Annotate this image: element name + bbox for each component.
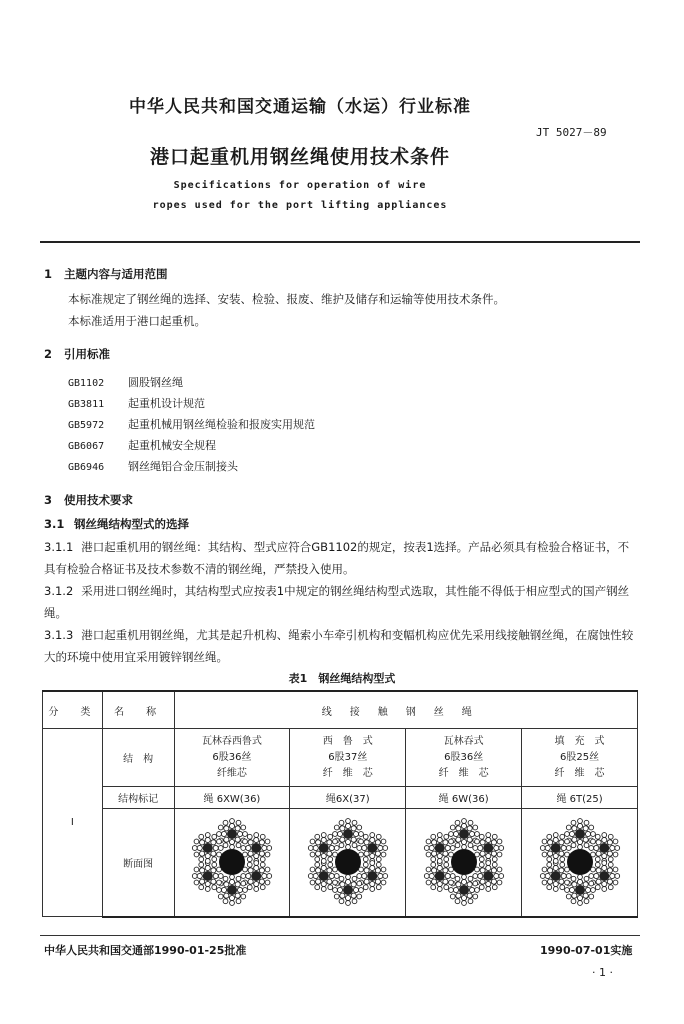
page-number: · 1 · <box>592 966 613 979</box>
clause-number: 3.1.1 <box>44 540 74 554</box>
fibre-core <box>219 849 245 875</box>
type-name: 填 充 式 <box>554 735 605 747</box>
clause-text: 采用进口钢丝绳时，其结构型式应按表1中规定的钢丝绳结构型式选取，其性能不得低于相应型式的国产钢丝绳。 <box>44 584 630 620</box>
strand <box>588 833 619 864</box>
strand <box>588 861 619 892</box>
issuing-organization: 中华人民共和国交通运输（水运）行业标准 <box>129 97 471 117</box>
section-cell <box>174 809 290 917</box>
strand <box>473 833 504 864</box>
section-title: 引用标准 <box>64 347 110 361</box>
reference-title: 起重机设计规范 <box>128 397 205 410</box>
structure-cell <box>290 729 406 787</box>
reference-code: GB3811 <box>68 399 105 410</box>
standard-code: JT 5027－89 <box>536 126 607 139</box>
strand <box>540 833 571 864</box>
reference-item <box>68 458 238 474</box>
effective-date: 1990-07-01实施 <box>540 944 633 957</box>
fibre-core <box>451 849 477 875</box>
type-core: 纤 维 芯 <box>438 767 489 779</box>
header-divider <box>40 241 640 243</box>
type-name: 瓦林吞西鲁式 <box>201 735 262 747</box>
reference-item <box>68 395 205 411</box>
rope-cross-section-icon <box>300 814 396 910</box>
table-row-section <box>43 809 638 917</box>
reference-code: GB5972 <box>68 420 105 431</box>
strand <box>241 861 272 892</box>
strand <box>564 819 595 850</box>
section-1-paragraph-1: 本标准规定了钢丝绳的选择、安装、检验、报废、维护及储存和运输等使用技术条件。 <box>68 292 505 306</box>
table-row-marking <box>43 787 638 809</box>
section-number: 3 <box>44 493 53 507</box>
strand <box>332 819 363 850</box>
type-strands: 6股36丝 <box>444 751 484 763</box>
subsection-3-1-heading <box>44 516 189 532</box>
strand <box>332 875 363 906</box>
row-label-section: 断面图 <box>102 809 174 917</box>
rope-structure-table <box>42 690 638 918</box>
section-3-heading <box>44 492 133 508</box>
strand <box>308 861 339 892</box>
table-row-structure <box>43 729 638 787</box>
approval-line: 中华人民共和国交通部1990-01-25批准 <box>44 944 247 957</box>
rope-cross-section-icon <box>532 814 628 910</box>
reference-item <box>68 437 216 453</box>
type-core: 纤 维 芯 <box>554 767 605 779</box>
marking-cell: 绳 6T(25) <box>522 787 638 809</box>
type-name: 西 鲁 式 <box>322 735 373 747</box>
table-header-row <box>43 691 638 729</box>
reference-title: 起重机械用钢丝绳检验和报废实用规范 <box>128 418 315 431</box>
type-strands: 6股37丝 <box>328 751 368 763</box>
row-label-structure: 结 构 <box>102 729 174 787</box>
clause-text: 港口起重机用的钢丝绳：其结构、型式应符合GB1102的规定，按表1选择。产品必须具有检验合格证书，不具有检验合格证书及技术参数不清的钢丝绳，严禁投入使用。 <box>44 540 630 576</box>
section-title: 主题内容与适用范围 <box>64 267 168 281</box>
subsection-number: 3.1 <box>44 517 65 531</box>
strand <box>540 861 571 892</box>
strand <box>424 861 455 892</box>
strand <box>357 833 388 864</box>
marking-cell: 绳 6W(36) <box>406 787 522 809</box>
marking-cell: 绳6X(37) <box>290 787 406 809</box>
strand <box>564 875 595 906</box>
subsection-title: 钢丝绳结构型式的选择 <box>74 517 189 531</box>
reference-item <box>68 416 315 432</box>
header-line-contact-group: 线接触钢丝绳 <box>174 691 637 729</box>
section-cell <box>406 809 522 917</box>
fibre-core <box>335 849 361 875</box>
strand <box>192 833 223 864</box>
clause-3-1-2 <box>44 580 640 624</box>
reference-code: GB6946 <box>68 462 105 473</box>
strand <box>217 875 248 906</box>
reference-title: 钢丝绳铝合金压制接头 <box>128 460 238 473</box>
row-label-marking: 结构标记 <box>102 787 174 809</box>
reference-title: 圆股钢丝绳 <box>128 376 183 389</box>
strand <box>308 833 339 864</box>
strand <box>217 819 248 850</box>
section-2-heading <box>44 346 110 362</box>
structure-cell <box>522 729 638 787</box>
clause-text: 港口起重机用钢丝绳，尤其是起升机构、绳索小车牵引机构和变幅机构应优先采用线接触钢丝绳，在腐蚀性较大的环境中使用宜采用镀锌钢丝绳。 <box>44 628 634 664</box>
fibre-core <box>567 849 593 875</box>
type-core: 纤 维 芯 <box>322 767 373 779</box>
strand <box>473 861 504 892</box>
type-core: 纤维芯 <box>216 767 247 779</box>
strand <box>448 875 479 906</box>
rope-cross-section-icon <box>184 814 280 910</box>
section-1-heading <box>44 266 168 282</box>
footer-divider <box>40 935 640 936</box>
class-cell: I <box>43 729 103 917</box>
reference-item <box>68 374 183 390</box>
clause-number: 3.1.3 <box>44 628 74 642</box>
type-strands: 6股25丝 <box>560 751 600 763</box>
section-number: 2 <box>44 347 53 361</box>
table-caption: 表1 钢丝绳结构型式 <box>288 672 396 685</box>
marking-cell: 绳 6XW(36) <box>174 787 290 809</box>
header-class: 分 类 <box>43 691 103 729</box>
clause-number: 3.1.2 <box>44 584 74 598</box>
english-title-line-2: ropes used for the port lifting appliances <box>152 200 448 211</box>
section-cell <box>290 809 406 917</box>
strand <box>448 819 479 850</box>
strand <box>424 833 455 864</box>
document-title: 港口起重机用钢丝绳使用技术条件 <box>149 146 450 168</box>
header-name: 名 称 <box>102 691 174 729</box>
type-strands: 6股36丝 <box>212 751 252 763</box>
clause-3-1-1 <box>44 536 640 580</box>
clause-3-1-3 <box>44 624 640 668</box>
strand <box>192 861 223 892</box>
structure-cell <box>406 729 522 787</box>
strand <box>241 833 272 864</box>
section-title: 使用技术要求 <box>64 493 133 507</box>
english-title-line-1: Specifications for operation of wire <box>173 180 427 191</box>
strand <box>357 861 388 892</box>
rope-cross-section-icon <box>416 814 512 910</box>
reference-code: GB6067 <box>68 441 105 452</box>
section-cell <box>522 809 638 917</box>
structure-cell <box>174 729 290 787</box>
reference-code: GB1102 <box>68 378 105 389</box>
section-number: 1 <box>44 267 53 281</box>
section-1-paragraph-2: 本标准适用于港口起重机。 <box>68 314 206 328</box>
reference-title: 起重机械安全规程 <box>128 439 216 452</box>
type-name: 瓦林吞式 <box>443 735 484 747</box>
